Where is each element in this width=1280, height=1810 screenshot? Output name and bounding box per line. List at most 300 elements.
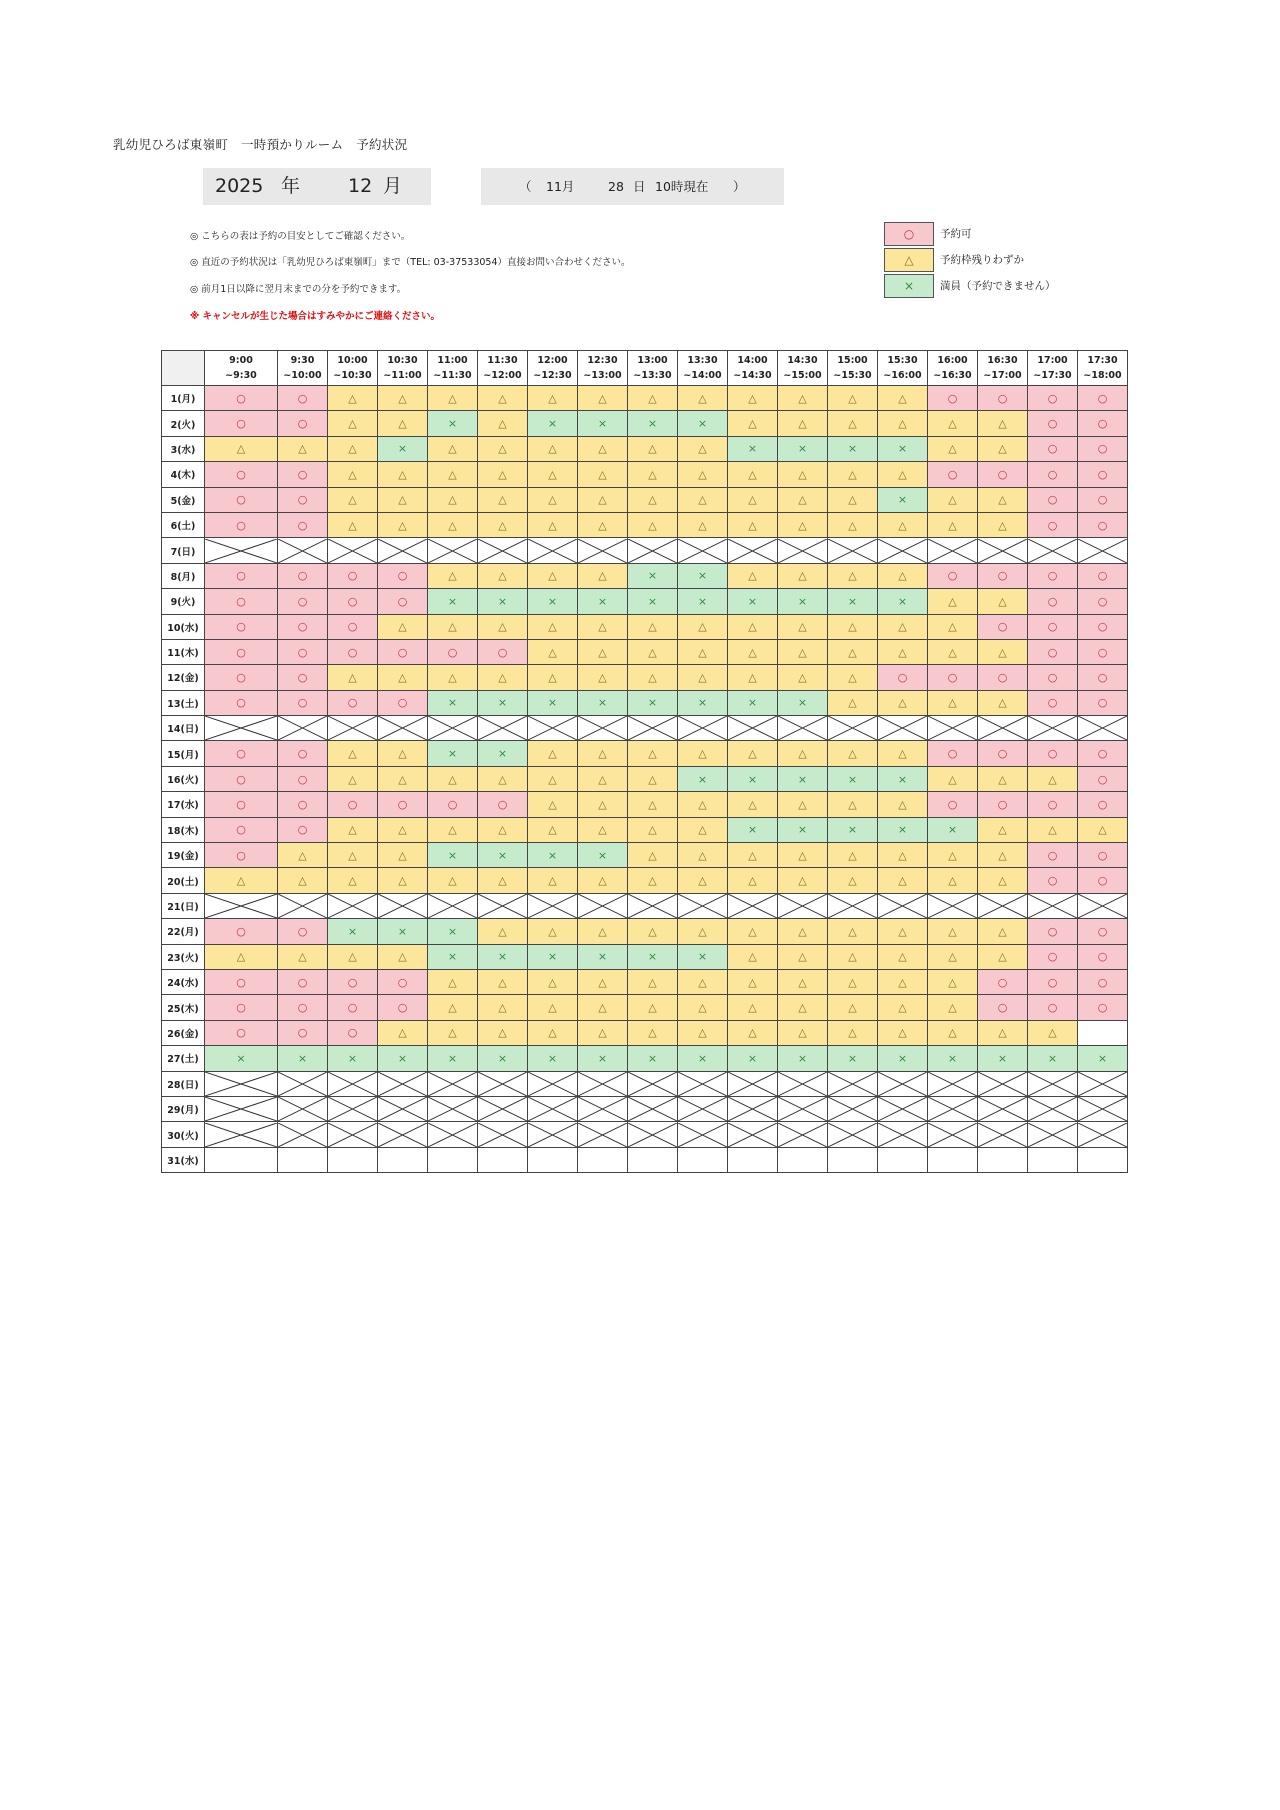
available-cell: ○ xyxy=(205,766,278,791)
available-cell: ○ xyxy=(205,614,278,639)
closed-cell xyxy=(778,893,828,918)
few-left-cell: △ xyxy=(628,843,678,868)
closed-cell xyxy=(278,1071,328,1096)
available-cell: ○ xyxy=(1078,741,1128,766)
available-cell: ○ xyxy=(378,589,428,614)
day-label: 30(火) xyxy=(162,1122,205,1147)
day-row xyxy=(162,462,1128,487)
closed-cell xyxy=(928,538,978,563)
empty-cell xyxy=(278,1147,328,1172)
available-cell: ○ xyxy=(928,386,978,411)
few-left-cell: △ xyxy=(428,995,478,1020)
empty-cell xyxy=(328,1147,378,1172)
full-cell: × xyxy=(778,766,828,791)
as-of-close: ） xyxy=(733,179,746,194)
few-left-cell: △ xyxy=(928,919,978,944)
available-cell: ○ xyxy=(278,690,328,715)
full-cell: × xyxy=(828,766,878,791)
time-slot-header xyxy=(728,351,778,386)
closed-cell xyxy=(205,716,278,741)
closed-cell xyxy=(828,716,878,741)
few-left-cell: △ xyxy=(828,1020,878,1045)
time-slot-header xyxy=(378,351,428,386)
closed-cell xyxy=(628,893,678,918)
few-left-cell: △ xyxy=(728,995,778,1020)
closed-cell xyxy=(828,1096,878,1121)
few-left-cell: △ xyxy=(878,1020,928,1045)
time-slot-header xyxy=(205,351,278,386)
time-slot-start: 14:00 xyxy=(737,355,768,366)
day-row xyxy=(162,843,1128,868)
available-cell: ○ xyxy=(978,563,1028,588)
closed-cell xyxy=(205,538,278,563)
closed-cell xyxy=(628,538,678,563)
available-cell: ○ xyxy=(378,792,428,817)
time-slot-header xyxy=(278,351,328,386)
available-cell: ○ xyxy=(328,563,378,588)
closed-cell xyxy=(728,716,778,741)
few-left-cell: △ xyxy=(828,995,878,1020)
time-slot-end: ~15:00 xyxy=(783,370,822,381)
closed-cell xyxy=(328,538,378,563)
available-cell: ○ xyxy=(978,614,1028,639)
day-label: 26(金) xyxy=(162,1020,205,1045)
few-left-cell: △ xyxy=(678,843,728,868)
available-cell: ○ xyxy=(278,462,328,487)
closed-cell xyxy=(778,1071,828,1096)
day-row xyxy=(162,1147,1128,1172)
closed-cell xyxy=(978,1122,1028,1147)
few-left-cell: △ xyxy=(578,462,628,487)
empty-cell xyxy=(778,1147,828,1172)
day-row xyxy=(162,639,1128,664)
few-left-cell: △ xyxy=(628,817,678,842)
available-cell: ○ xyxy=(1078,843,1128,868)
closed-cell xyxy=(828,893,878,918)
few-left-cell: △ xyxy=(478,919,528,944)
few-left-cell: △ xyxy=(978,868,1028,893)
few-left-cell: △ xyxy=(205,944,278,969)
few-left-cell: △ xyxy=(328,512,378,537)
few-left-cell: △ xyxy=(1028,766,1078,791)
few-left-cell: △ xyxy=(428,1020,478,1045)
available-cell: ○ xyxy=(478,639,528,664)
closed-cell xyxy=(828,1122,878,1147)
closed-cell xyxy=(578,1071,628,1096)
full-cell: × xyxy=(1078,1046,1128,1071)
time-slot-start: 10:00 xyxy=(337,355,368,366)
few-left-cell: △ xyxy=(528,919,578,944)
available-cell: ○ xyxy=(978,792,1028,817)
few-left-cell: △ xyxy=(728,462,778,487)
available-cell: ○ xyxy=(928,462,978,487)
few-left-cell: △ xyxy=(728,868,778,893)
available-cell: ○ xyxy=(1028,665,1078,690)
closed-cell xyxy=(978,1096,1028,1121)
few-left-cell: △ xyxy=(578,766,628,791)
available-cell: ○ xyxy=(205,969,278,994)
available-cell: ○ xyxy=(205,639,278,664)
available-cell: ○ xyxy=(1078,614,1128,639)
empty-cell xyxy=(678,1147,728,1172)
few-left-cell: △ xyxy=(828,868,878,893)
few-left-cell: △ xyxy=(428,386,478,411)
time-slot-header xyxy=(578,351,628,386)
available-cell: ○ xyxy=(978,995,1028,1020)
available-cell: ○ xyxy=(1028,690,1078,715)
time-slot-end: ~14:00 xyxy=(683,370,722,381)
day-row xyxy=(162,538,1128,563)
few-left-cell: △ xyxy=(278,944,328,969)
closed-cell xyxy=(428,538,478,563)
closed-cell xyxy=(1028,1071,1078,1096)
few-left-cell: △ xyxy=(928,436,978,461)
time-slot-start: 15:00 xyxy=(837,355,868,366)
note-2: ◎ 直近の予約状況は「乳幼児ひろば東嶺町」まで（TEL: 03-37533054）直接お問い合わせください。 xyxy=(190,257,631,268)
day-label: 14(日) xyxy=(162,716,205,741)
day-label: 4(木) xyxy=(162,462,205,487)
empty-cell xyxy=(878,1147,928,1172)
full-cell: × xyxy=(678,944,728,969)
header-corner xyxy=(162,351,205,386)
few-left-cell: △ xyxy=(328,665,378,690)
time-slot-end: ~12:00 xyxy=(483,370,522,381)
few-left-cell: △ xyxy=(428,614,478,639)
few-left-cell: △ xyxy=(478,614,528,639)
day-label: 21(日) xyxy=(162,893,205,918)
time-slot-header xyxy=(928,351,978,386)
few-left-cell: △ xyxy=(778,919,828,944)
time-slot-start: 16:30 xyxy=(987,355,1018,366)
few-left-cell: △ xyxy=(978,487,1028,512)
closed-cell xyxy=(1028,1122,1078,1147)
available-cell: ○ xyxy=(378,995,428,1020)
few-left-cell: △ xyxy=(528,766,578,791)
few-left-cell: △ xyxy=(478,411,528,436)
closed-cell xyxy=(1078,1122,1128,1147)
available-cell: ○ xyxy=(278,919,328,944)
full-cell: × xyxy=(628,411,678,436)
time-slot-end: ~11:30 xyxy=(433,370,472,381)
available-cell: ○ xyxy=(1028,589,1078,614)
time-slot-end: ~10:00 xyxy=(283,370,322,381)
time-slot-start: 10:30 xyxy=(387,355,418,366)
closed-cell xyxy=(478,1071,528,1096)
closed-cell xyxy=(828,1071,878,1096)
few-left-cell: △ xyxy=(878,741,928,766)
few-left-cell: △ xyxy=(528,969,578,994)
closed-cell xyxy=(728,1122,778,1147)
few-left-cell: △ xyxy=(578,969,628,994)
full-cell: × xyxy=(478,690,528,715)
available-cell: ○ xyxy=(205,589,278,614)
available-cell: ○ xyxy=(1078,868,1128,893)
few-left-cell: △ xyxy=(928,512,978,537)
full-cell: × xyxy=(428,690,478,715)
closed-cell xyxy=(928,1071,978,1096)
closed-cell xyxy=(778,1096,828,1121)
closed-cell xyxy=(328,1071,378,1096)
available-cell: ○ xyxy=(328,690,378,715)
year-month-box xyxy=(203,168,431,205)
day-row xyxy=(162,817,1128,842)
empty-cell xyxy=(728,1147,778,1172)
empty-cell xyxy=(1078,1147,1128,1172)
few-left-cell: △ xyxy=(578,665,628,690)
few-left-cell: △ xyxy=(728,843,778,868)
available-cell: ○ xyxy=(378,639,428,664)
closed-cell xyxy=(578,716,628,741)
few-left-cell: △ xyxy=(528,741,578,766)
few-left-cell: △ xyxy=(578,919,628,944)
available-cell: ○ xyxy=(278,1020,328,1045)
available-cell: ○ xyxy=(978,741,1028,766)
closed-cell xyxy=(728,538,778,563)
time-slot-end: ~13:30 xyxy=(633,370,672,381)
few-left-cell: △ xyxy=(528,792,578,817)
few-left-cell: △ xyxy=(328,487,378,512)
day-label: 27(土) xyxy=(162,1046,205,1071)
full-cell: × xyxy=(728,436,778,461)
day-label: 11(木) xyxy=(162,639,205,664)
full-cell: × xyxy=(928,1046,978,1071)
few-left-cell: △ xyxy=(578,563,628,588)
few-left-cell: △ xyxy=(528,1020,578,1045)
few-left-cell: △ xyxy=(428,817,478,842)
full-cell: × xyxy=(378,1046,428,1071)
as-of-month: 11月 xyxy=(546,179,575,194)
few-left-cell: △ xyxy=(378,741,428,766)
few-left-cell: △ xyxy=(378,1020,428,1045)
available-cell: ○ xyxy=(205,462,278,487)
closed-cell xyxy=(205,1096,278,1121)
available-cell: ○ xyxy=(1078,563,1128,588)
day-row xyxy=(162,512,1128,537)
few-left-cell: △ xyxy=(978,1020,1028,1045)
empty-cell xyxy=(828,1147,878,1172)
closed-cell xyxy=(378,1071,428,1096)
full-cell: × xyxy=(828,589,878,614)
day-row xyxy=(162,487,1128,512)
few-left-cell: △ xyxy=(478,563,528,588)
available-cell: ○ xyxy=(1028,512,1078,537)
few-left-cell: △ xyxy=(578,741,628,766)
closed-cell xyxy=(578,1096,628,1121)
few-left-cell: △ xyxy=(428,487,478,512)
few-left-cell: △ xyxy=(428,462,478,487)
few-left-cell: △ xyxy=(878,386,928,411)
few-left-cell: △ xyxy=(878,944,928,969)
closed-cell xyxy=(678,716,728,741)
few-left-cell: △ xyxy=(878,690,928,715)
closed-cell xyxy=(678,1071,728,1096)
few-left-cell: △ xyxy=(678,792,728,817)
available-cell: ○ xyxy=(1078,487,1128,512)
available-cell: ○ xyxy=(1078,386,1128,411)
available-cell: ○ xyxy=(205,487,278,512)
time-slot-end: ~17:30 xyxy=(1033,370,1072,381)
available-cell: ○ xyxy=(878,665,928,690)
day-row xyxy=(162,741,1128,766)
page-title: 乳幼児ひろば東嶺町 一時預かりルーム 予約状況 xyxy=(113,137,408,152)
few-left-cell: △ xyxy=(205,436,278,461)
few-left-cell: △ xyxy=(328,436,378,461)
few-left-cell: △ xyxy=(778,386,828,411)
empty-cell xyxy=(478,1147,528,1172)
closed-cell xyxy=(928,893,978,918)
full-cell: × xyxy=(328,1046,378,1071)
time-slot-end: ~16:00 xyxy=(883,370,922,381)
day-row xyxy=(162,766,1128,791)
time-slot-start: 12:30 xyxy=(587,355,618,366)
few-left-cell: △ xyxy=(478,817,528,842)
few-left-cell: △ xyxy=(678,512,728,537)
full-cell: × xyxy=(828,1046,878,1071)
day-label: 6(土) xyxy=(162,512,205,537)
few-left-cell: △ xyxy=(378,512,428,537)
closed-cell xyxy=(578,538,628,563)
day-row xyxy=(162,690,1128,715)
day-row xyxy=(162,716,1128,741)
closed-cell xyxy=(778,538,828,563)
full-cell: × xyxy=(478,741,528,766)
full-cell: × xyxy=(578,690,628,715)
available-cell: ○ xyxy=(328,639,378,664)
few-left-cell: △ xyxy=(428,766,478,791)
day-row xyxy=(162,1122,1128,1147)
available-cell: ○ xyxy=(1078,639,1128,664)
few-left-cell: △ xyxy=(978,436,1028,461)
available-cell: ○ xyxy=(1028,919,1078,944)
few-left-cell: △ xyxy=(928,843,978,868)
full-cell: × xyxy=(678,563,728,588)
day-label: 29(月) xyxy=(162,1096,205,1121)
day-label: 19(金) xyxy=(162,843,205,868)
few-left-cell: △ xyxy=(328,843,378,868)
closed-cell xyxy=(328,893,378,918)
day-label: 13(土) xyxy=(162,690,205,715)
available-cell: ○ xyxy=(428,639,478,664)
few-left-cell: △ xyxy=(378,817,428,842)
day-row xyxy=(162,868,1128,893)
few-left-cell: △ xyxy=(728,944,778,969)
closed-cell xyxy=(678,1122,728,1147)
few-left-cell: △ xyxy=(528,462,578,487)
available-cell: ○ xyxy=(205,386,278,411)
few-left-cell: △ xyxy=(728,792,778,817)
full-cell: × xyxy=(478,1046,528,1071)
few-left-cell: △ xyxy=(878,995,928,1020)
few-left-cell: △ xyxy=(428,665,478,690)
full-cell: × xyxy=(878,1046,928,1071)
day-label: 1(月) xyxy=(162,386,205,411)
few-left-cell: △ xyxy=(878,563,928,588)
full-cell: × xyxy=(578,589,628,614)
as-of-open: （ xyxy=(519,179,532,194)
available-cell: ○ xyxy=(205,665,278,690)
few-left-cell: △ xyxy=(978,639,1028,664)
note-cancel: ※ キャンセルが生じた場合はすみやかにご連絡ください。 xyxy=(190,311,441,322)
closed-cell xyxy=(278,893,328,918)
full-cell: × xyxy=(878,487,928,512)
time-slot-start: 11:00 xyxy=(437,355,468,366)
few-left-cell: △ xyxy=(878,411,928,436)
available-cell: ○ xyxy=(278,995,328,1020)
day-label: 17(水) xyxy=(162,792,205,817)
empty-cell xyxy=(428,1147,478,1172)
full-cell: × xyxy=(528,411,578,436)
time-slot-start: 16:00 xyxy=(937,355,968,366)
few-left-cell: △ xyxy=(378,614,428,639)
few-left-cell: △ xyxy=(378,411,428,436)
few-left-cell: △ xyxy=(678,462,728,487)
few-left-cell: △ xyxy=(978,944,1028,969)
day-row xyxy=(162,893,1128,918)
full-cell: × xyxy=(828,817,878,842)
available-cell: ○ xyxy=(478,792,528,817)
closed-cell xyxy=(978,1071,1028,1096)
closed-cell xyxy=(928,1096,978,1121)
closed-cell xyxy=(478,893,528,918)
few-left-cell: △ xyxy=(978,766,1028,791)
day-row xyxy=(162,1020,1128,1045)
legend-label-full: 満員（予約できません） xyxy=(940,280,1056,292)
few-left-cell: △ xyxy=(328,766,378,791)
few-left-cell: △ xyxy=(478,512,528,537)
full-cell: × xyxy=(928,817,978,842)
full-cell: × xyxy=(578,843,628,868)
few-left-cell: △ xyxy=(878,919,928,944)
closed-cell xyxy=(1078,893,1128,918)
closed-cell xyxy=(728,1071,778,1096)
few-left-cell: △ xyxy=(778,487,828,512)
closed-cell xyxy=(378,716,428,741)
closed-cell xyxy=(628,1122,678,1147)
available-cell: ○ xyxy=(278,563,328,588)
reservation-table xyxy=(161,350,1128,1173)
available-cell: ○ xyxy=(1028,462,1078,487)
legend-label-few-left: 予約枠残りわずか xyxy=(940,254,1024,266)
few-left-cell: △ xyxy=(578,436,628,461)
closed-cell xyxy=(678,1096,728,1121)
few-left-cell: △ xyxy=(628,487,678,512)
closed-cell xyxy=(778,716,828,741)
closed-cell xyxy=(878,1071,928,1096)
few-left-cell: △ xyxy=(328,741,378,766)
full-cell: × xyxy=(778,436,828,461)
few-left-cell: △ xyxy=(578,995,628,1020)
few-left-cell: △ xyxy=(628,665,678,690)
available-cell: ○ xyxy=(205,563,278,588)
full-cell: × xyxy=(428,411,478,436)
closed-cell xyxy=(428,1096,478,1121)
few-left-cell: △ xyxy=(578,868,628,893)
few-left-cell: △ xyxy=(678,817,728,842)
available-cell: ○ xyxy=(205,741,278,766)
full-cell: × xyxy=(428,919,478,944)
few-left-cell: △ xyxy=(828,487,878,512)
available-cell: ○ xyxy=(1028,944,1078,969)
available-cell: ○ xyxy=(328,969,378,994)
legend-swatch-full: × xyxy=(884,274,934,298)
full-cell: × xyxy=(728,589,778,614)
few-left-cell: △ xyxy=(728,639,778,664)
available-cell: ○ xyxy=(1078,792,1128,817)
closed-cell xyxy=(778,1122,828,1147)
day-label: 18(木) xyxy=(162,817,205,842)
empty-cell xyxy=(628,1147,678,1172)
closed-cell xyxy=(428,893,478,918)
